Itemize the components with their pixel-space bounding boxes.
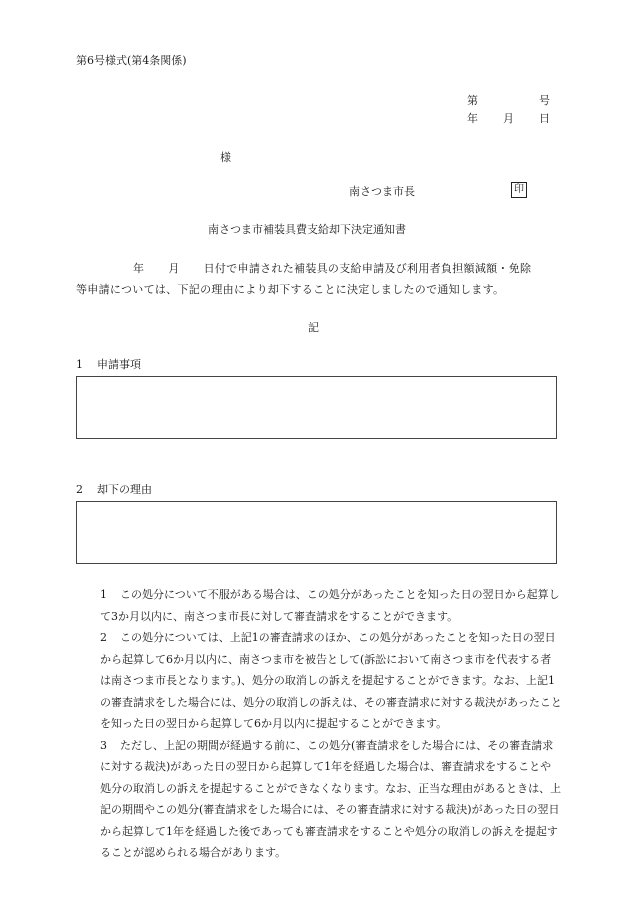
note-text: この処分については、上記1の審査請求のほか、この処分があったことを知った日の翌日から起算して6か月以内に、南さつま市を被告として(訴訟において南さつま市を代表する者は南さつま市長となります。)、処分の取消しの訴えを提起することができます。なお、上記1の審査請求をした場合には、処分の取消しの訴えは、その審査請求に対する裁決があったことを知った日の翌日から起算して6か月以内に提起することができます。 bbox=[100, 631, 562, 730]
seal-stamp: 印 bbox=[511, 182, 527, 198]
intro-line2: 等申請については、下記の理由により却下することに決定しましたので通知します。 bbox=[76, 283, 505, 296]
appeal-notes bbox=[100, 584, 562, 864]
section2-number: 2 bbox=[76, 483, 83, 496]
section1-heading bbox=[76, 356, 141, 372]
note-text: ただし、上記の期間が経過する前に、この処分(審査請求をした場合には、その審査請求に対する裁決)があった日の翌日から起算して1年を経過した場合は、審査請求をすることや処分の取消しの訴えを提起することができなくなります。なお、正当な理由があるときは、上記の期間やこの処分(審査請求をした場合には、その審査請求に対する裁決)があった日の翌日から起算して1年を経過した後であっても審査請求をすることや処分の取消しの訴えを提起することが認められる場合があります。 bbox=[100, 738, 562, 859]
document-title: 南さつま市補装具費支給却下決定通知書 bbox=[208, 223, 406, 236]
doc-number-suffix: 号 bbox=[539, 94, 550, 107]
section2-label: 却下の理由 bbox=[97, 483, 152, 496]
note-item bbox=[100, 735, 562, 864]
date-year: 年 bbox=[467, 112, 478, 125]
note-item bbox=[100, 584, 562, 627]
note-number: 1 bbox=[100, 588, 107, 601]
intro-year: 年 bbox=[133, 262, 145, 275]
intro-paragraph bbox=[76, 258, 568, 300]
application-items-box bbox=[76, 376, 557, 439]
issuer-name: 南さつま市長 bbox=[349, 185, 415, 198]
intro-line1: 日付で申請された補装具の支給申請及び利用者負担額減額・免除 bbox=[203, 262, 532, 275]
form-label: 第6号様式(第4条関係) bbox=[76, 54, 187, 67]
intro-month: 月 bbox=[168, 262, 180, 275]
rejection-reason-box bbox=[76, 501, 557, 564]
date-day: 日 bbox=[539, 112, 550, 125]
note-number: 3 bbox=[100, 738, 107, 752]
ki-heading: 記 bbox=[308, 321, 319, 334]
note-number: 2 bbox=[100, 631, 107, 644]
doc-number-prefix: 第 bbox=[467, 94, 478, 107]
note-item bbox=[100, 627, 562, 735]
section1-label: 申請事項 bbox=[97, 358, 141, 371]
addressee-suffix: 様 bbox=[220, 151, 231, 164]
section1-number: 1 bbox=[76, 358, 83, 371]
date-month: 月 bbox=[503, 112, 514, 125]
note-text: この処分について不服がある場合は、この処分があったことを知った日の翌日から起算して3か月以内に、南さつま市長に対して審査請求をすることができます。 bbox=[100, 588, 560, 623]
section2-heading bbox=[76, 481, 152, 497]
